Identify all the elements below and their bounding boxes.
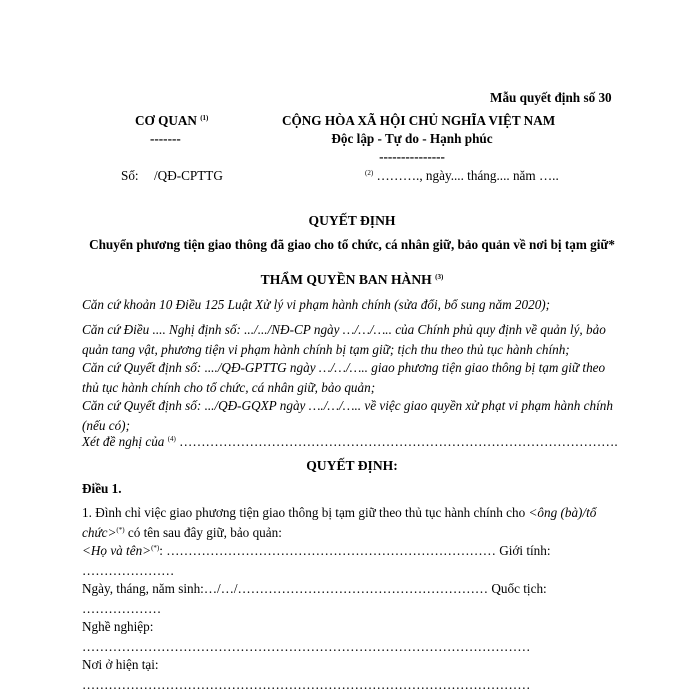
job-field-row	[82, 617, 622, 657]
document-title: QUYẾT ĐỊNH	[308, 213, 396, 228]
document-subtitle: Chuyển phương tiện giao thông đã giao cho tổ chức, cá nhân giữ, bảo quản về nơi bị tạm giữ*	[89, 237, 615, 252]
job-dots: …………………………………………………………………………………………	[82, 639, 531, 654]
clause-1-text: 1. Đình chỉ việc giao phương tiện giao thông bị tạm giữ theo thủ tục hành chính cho	[82, 505, 529, 520]
clause-1-subject: <ông (bà)/tổ chức>	[82, 505, 597, 540]
name-field-row	[82, 541, 622, 581]
agency-text: CƠ QUAN	[135, 113, 197, 128]
clause-1-note: (*)	[116, 526, 125, 534]
issuing-authority	[82, 272, 622, 288]
legal-basis-2: Căn cứ Điều .... Nghị định số: .../.../NĐ-CP ngày …/…/….. của Chính phủ quy định về quản lý, bảo quản tang vật, phương tiện vi phạm hành chính bị tạm giữ; tịch thu theo thủ tục hành chính;	[82, 322, 606, 357]
clause-1-tail: có tên sau đây giữ, bảo quản:	[124, 525, 282, 540]
proposal-label: Xét đề nghị của	[82, 434, 165, 449]
dob-field-row	[82, 579, 622, 619]
proposal-note: (4)	[167, 435, 176, 443]
decision-number-label: Số:	[121, 168, 139, 183]
motto-dash: ---------------	[379, 149, 445, 164]
job-label: Nghề nghiệp:	[82, 619, 154, 634]
legal-basis-4: Căn cứ Quyết định số: .../QĐ-GQXP ngày …./…/….. về việc giao quyền xử phạt vi phạm hành chính (nếu có);	[82, 398, 613, 433]
place-date	[365, 168, 559, 184]
nationality-dots: ………………	[82, 601, 162, 616]
form-label: Mẫu quyết định số 30	[490, 90, 612, 105]
place-date-text: ………., ngày.... tháng.... năm …..	[376, 168, 559, 183]
name-dots: : …………………………………………………………………	[159, 543, 496, 558]
residence-dots: …………………………………………………………………………………………	[82, 677, 531, 692]
agency-note: (1)	[200, 114, 209, 122]
clause-1	[82, 503, 622, 543]
agency-dash: -------	[150, 131, 181, 146]
place-date-note: (2)	[365, 169, 374, 177]
nationality-label: Quốc tịch:	[488, 581, 547, 596]
authority-text: THẨM QUYỀN BAN HÀNH	[260, 272, 432, 287]
decision-number-code: /QĐ-CPTTG	[154, 168, 223, 183]
legal-basis-1: Căn cứ khoản 10 Điều 125 Luật Xử lý vi phạm hành chính (sửa đổi, bổ sung năm 2020);	[82, 297, 551, 312]
nation-name: CỘNG HÒA XÃ HỘI CHỦ NGHĨA VIỆT NAM	[282, 113, 556, 128]
name-note: (*)	[151, 544, 160, 552]
proposal-dots: ……………………………………………………………………………………….	[179, 434, 618, 449]
decide-heading: QUYẾT ĐỊNH:	[306, 458, 398, 473]
dob-label: Ngày, tháng, năm sinh:…/…/…………………………………………………	[82, 581, 489, 596]
residence-label: Nơi ở hiện tại:	[82, 657, 159, 672]
legal-basis-3: Căn cứ Quyết định số: ..../QĐ-GPTTG ngày …/…/….. giao phương tiện giao thông bị tạm giữ theo thủ tục hành chính cho tổ chức, cá nhân giữ, bảo quản;	[82, 360, 606, 395]
article-1-heading: Điều 1.	[82, 481, 122, 496]
gender-dots: …………………	[82, 563, 175, 578]
name-label: <Họ và tên>	[82, 543, 152, 558]
residence-field-row	[82, 655, 622, 695]
authority-note: (3)	[435, 273, 444, 281]
proposal-line	[82, 434, 618, 450]
gender-label: Giới tính:	[495, 543, 551, 558]
agency-name	[135, 113, 208, 129]
national-motto: Độc lập - Tự do - Hạnh phúc	[331, 131, 493, 146]
